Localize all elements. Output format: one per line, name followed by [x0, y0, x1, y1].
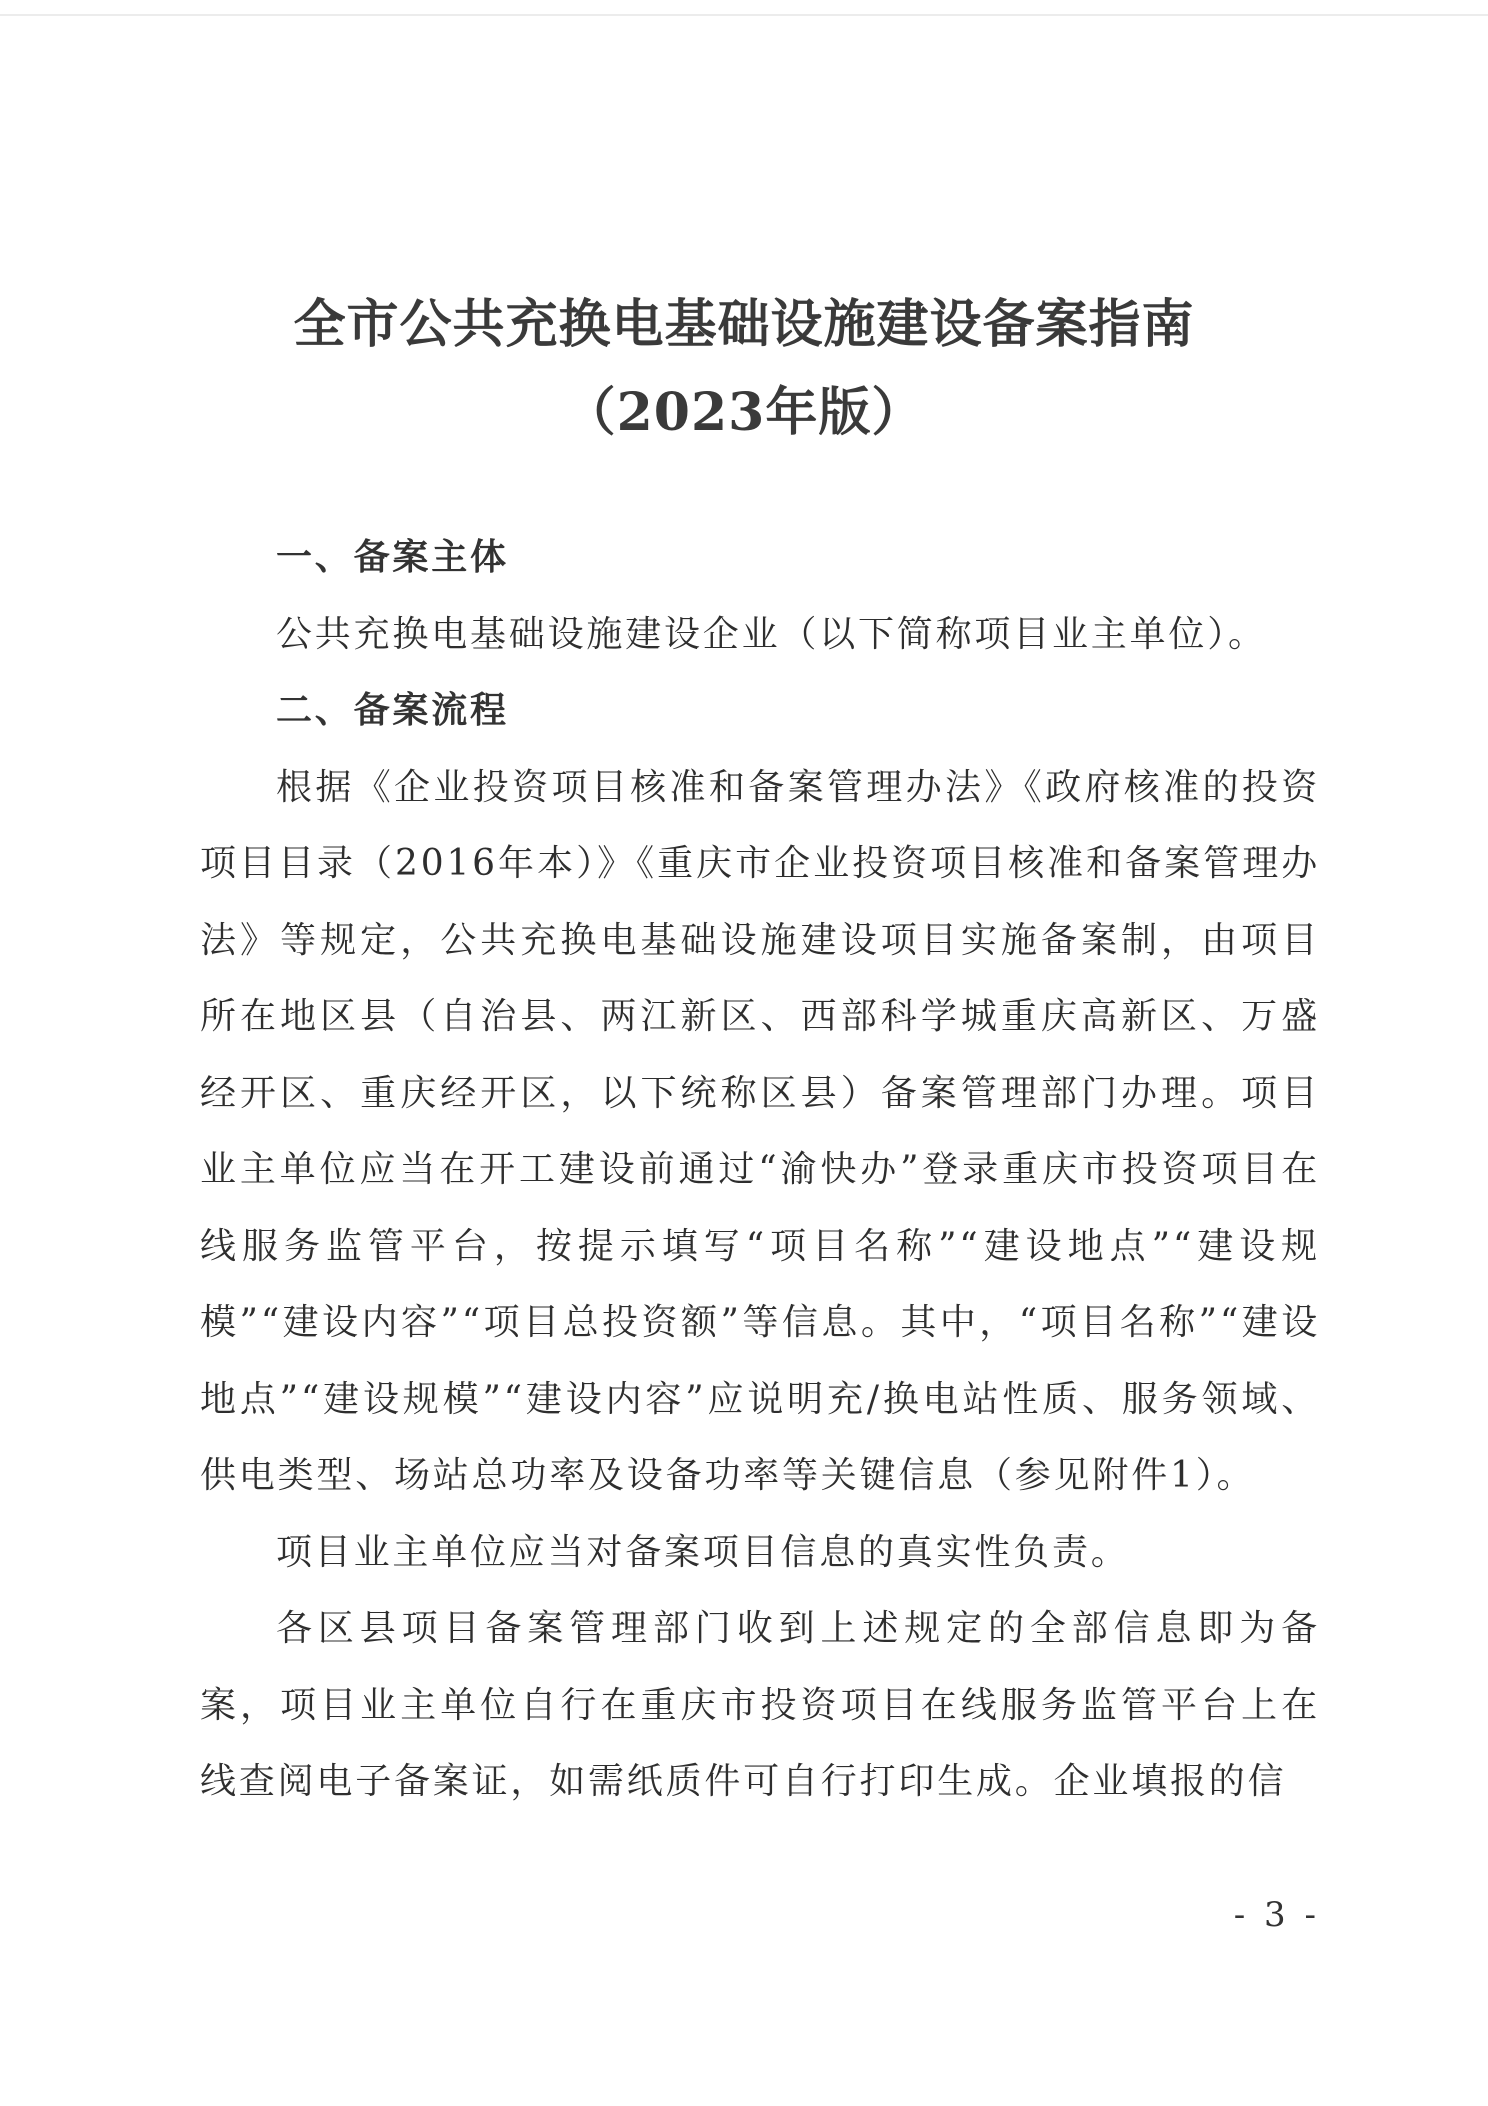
section-heading-filing-subject: 一、备案主体 [276, 537, 509, 578]
paragraph-filing-subject: 公共充换电基础设施建设企业（以下简称项目业主单位）。 [276, 613, 1267, 655]
section-heading-filing-process: 二、备案流程 [276, 690, 509, 731]
scan-edge-line [0, 14, 1488, 16]
document-subtitle-edition: （2023年版） [563, 382, 925, 443]
page-number: - 3 - [1233, 1895, 1320, 1935]
paragraph-responsibility: 项目业主单位应当对备案项目信息的真实性负责。 [276, 1531, 1130, 1573]
paragraph-electronic-certificate: 各区县项目备案管理部门收到上述规定的全部信息即为备案，项目业主单位自行在重庆市投资项目在线服务监管平台上在线查阅电子备案证，如需纸质件可自行打印生成。企业填报的信 [200, 1608, 1320, 1802]
paragraph-process-regulations: 根据《企业投资项目核准和备案管理办法》《政府核准的投资项目目录（2016年本）》《重庆市企业投资项目核准和备案管理办法》等规定，公共充换电基础设施建设项目实施备案制，由项目所在地区县（自治县、两江新区、西部科学城重庆高新区、万盛经开区、重庆经开区，以下统称区县）备案管理部门办理。项目业主单位应当在开工建设前通过“渝快办”登录重庆市投资项目在线服务监管平台，按提示填写“项目名称”“建设地点”“建设规模”“建设内容”“项目总投资额”等信息。其中，“项目名称”“建设地点”“建设规模”“建设内容”应说明充/换电站性质、服务领域、供电类型、场站总功率及设备功率等关键信息（参见附件1）。 [200, 766, 1320, 1496]
document-body [200, 520, 1320, 1821]
document-title: 全市公共充换电基础设施建设备案指南 [293, 294, 1195, 355]
